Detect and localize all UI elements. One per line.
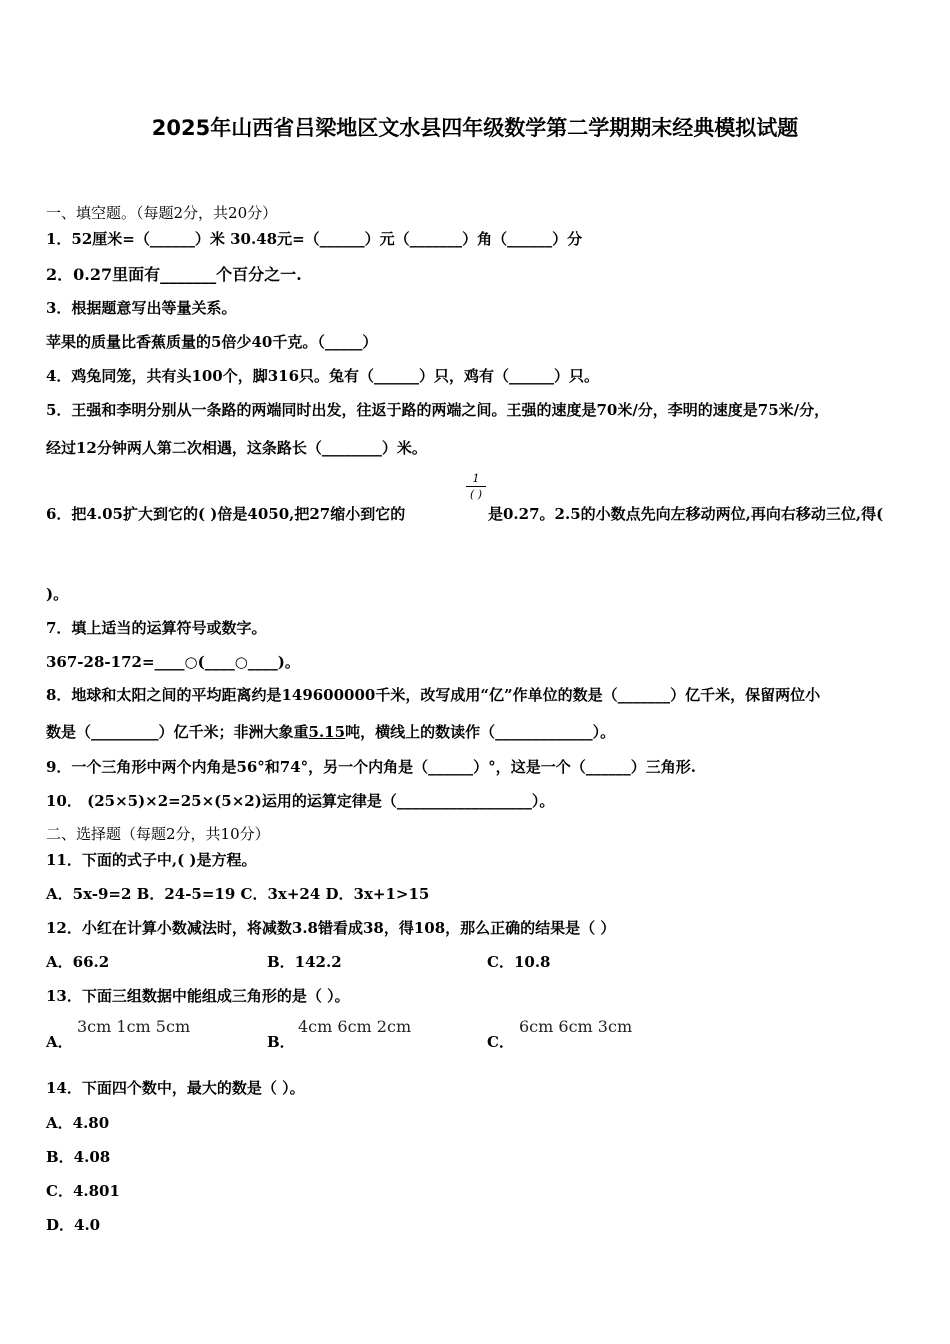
question-14-option-d: D．4.0 (46, 1216, 101, 1234)
question-6-part-1: 6．把4.05扩大到它的( )倍是4050,把27缩小到它的 (46, 505, 406, 523)
question-7-prompt: 7．填上适当的运算符号或数字。 (46, 619, 267, 637)
question-10: 10． (25×5)×2=25×(5×2)运用的运算定律是（__________________）。 (46, 792, 555, 810)
question-12: 12．小红在计算小数减法时，将减数3.8错看成38，得108，那么正确的结果是（ ） (46, 919, 616, 937)
question-8-text-b: 吨，横线上的数读作（_____________）。 (345, 723, 616, 741)
question-5-line-1: 5．王强和李明分别从一条路的两端同时出发，往返于路的两端之间。王强的速度是70米/分，李明的速度是75米/分， (46, 401, 830, 419)
question-8-text-a: 数是（_________）亿千米；非洲大象重 (46, 723, 309, 741)
question-13-option-c-value: 6cm 6cm 3cm (519, 1017, 633, 1036)
section-heading-fill-in: 一、填空题。（每题2分，共20分） (46, 204, 278, 222)
question-8-line-2 (46, 721, 615, 742)
question-2: 2．0.27里面有_______个百分之一. (46, 265, 302, 284)
question-12-option-b: B．142.2 (267, 953, 342, 971)
fraction-numerator: 1 (472, 472, 480, 485)
fraction-denominator: ( ) (469, 488, 483, 501)
question-9: 9．一个三角形中两个内角是56°和74°，另一个内角是（______）°，这是一个（______）三角形. (46, 758, 696, 776)
question-12-option-a: A．66.2 (46, 953, 110, 971)
question-6-part-3: )。 (46, 585, 69, 603)
question-3-prompt: 3．根据题意写出等量关系。 (46, 299, 237, 317)
question-8-line-1: 8．地球和太阳之间的平均距离约是149600000千米，改写成用“亿”作单位的数是（_______）亿千米，保留两位小 (46, 686, 821, 704)
question-14-option-b: B．4.08 (46, 1148, 111, 1166)
question-12-option-c: C．10.8 (487, 953, 551, 971)
question-4: 4．鸡兔同笼，共有头100个，脚316只。兔有（______）只，鸡有（______）只。 (46, 367, 600, 385)
question-13-option-b-value: 4cm 6cm 2cm (298, 1017, 412, 1036)
question-5-line-2: 经过12分钟两人第二次相遇，这条路长（________）米。 (46, 439, 427, 457)
question-14: 14．下面四个数中，最大的数是（ ）。 (46, 1079, 305, 1097)
question-13-option-a-label: A． (46, 1033, 73, 1051)
question-14-option-a: A．4.80 (46, 1114, 110, 1132)
question-13: 13．下面三组数据中能组成三角形的是（ ）。 (46, 987, 350, 1005)
question-11: 11．下面的式子中,( )是方程。 (46, 851, 257, 869)
question-6-part-2: 是0.27。2.5的小数点先向左移动两位,再向右移动三位,得( (488, 505, 884, 523)
question-13-option-a-value: 3cm 1cm 5cm (77, 1017, 191, 1036)
question-7-expression: 367-28-172=____○(____○____)。 (46, 653, 300, 671)
fraction-bar (466, 486, 486, 487)
question-13-option-c-label: C． (487, 1033, 514, 1051)
page-title: 2025年山西省吕梁地区文水县四年级数学第二学期期末经典模拟试题 (151, 116, 799, 140)
question-14-option-c: C．4.801 (46, 1182, 120, 1200)
question-11-options: A．5x-9=2 B．24-5=19 C．3x+24 D．3x+1>15 (46, 885, 430, 903)
question-13-option-b-label: B． (267, 1033, 295, 1051)
question-8-underlined-number: 5.15 (308, 723, 346, 741)
question-3-statement: 苹果的质量比香蕉质量的5倍少40千克。（_____） (46, 333, 378, 351)
question-1: 1．52厘米=（______）米 30.48元=（______）元（_______）角（______）分 (46, 230, 583, 248)
question-6-fraction (464, 472, 488, 501)
section-heading-choice: 二、选择题（每题2分，共10分） (46, 825, 270, 843)
